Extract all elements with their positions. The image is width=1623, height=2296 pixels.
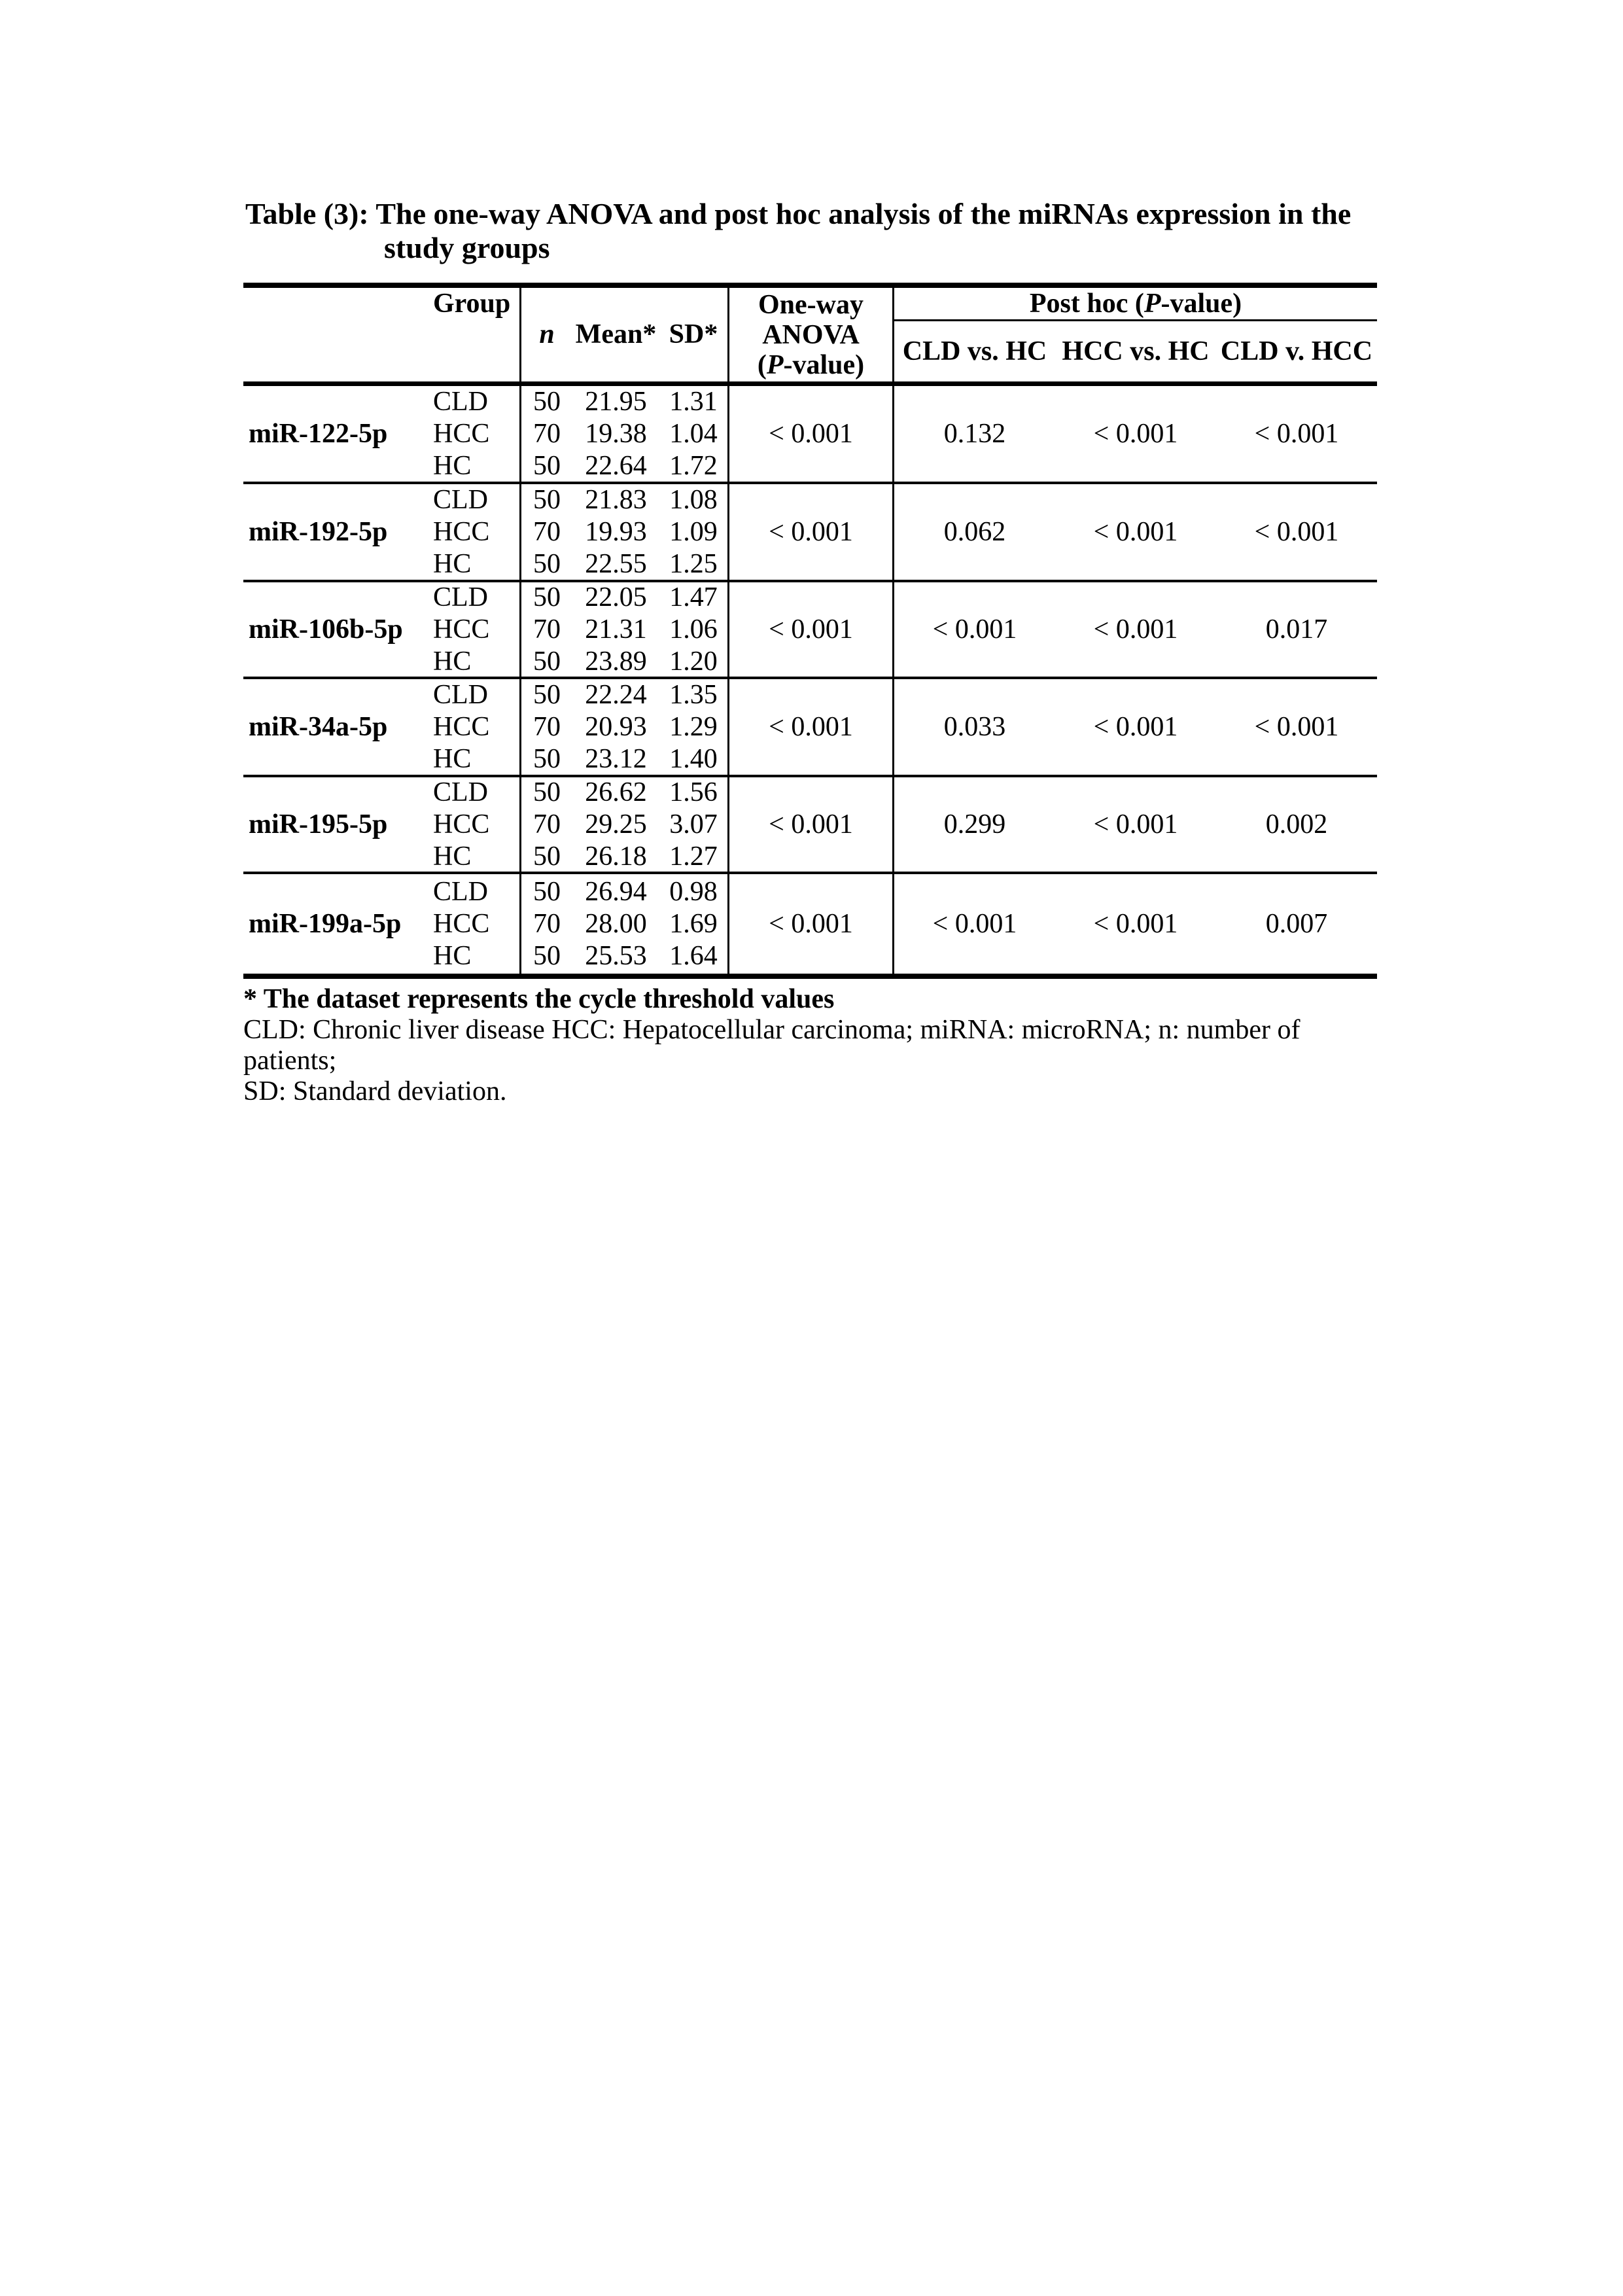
header-n [521,288,572,386]
n-value: 70 [533,516,561,547]
mean-value: 26.94 [585,876,647,907]
header-anova-p-italic: P [766,349,784,380]
posthoc-cld-vs-hc-cell: 0.132 [894,386,1055,484]
header-anova-paren: ( [757,349,767,380]
anova-pvalue-cell: < 0.001 [729,777,894,874]
group-label-hc: HC [433,548,472,579]
table-caption-line-1: Table (3): The one-way ANOVA and post hoc analysis of the miRNAs expression in the [245,197,1352,230]
posthoc-cld-vs-hc-cell: 0.062 [894,484,1055,582]
group-label-hc: HC [433,940,472,971]
mean-cell [572,484,659,582]
header-anova-line2: ANOVA [762,319,860,350]
sd-cell [659,484,729,582]
posthoc-cld-vs-hc-cell: 0.033 [894,679,1055,777]
header-posthoc-prefix: Post hoc ( [1029,288,1144,319]
group-label-cld: CLD [433,777,488,807]
posthoc-cld-v-hcc-cell: < 0.001 [1216,386,1377,484]
sd-value: 1.56 [669,777,718,807]
mirna-name-cell: miR-192-5p [243,484,425,582]
footnote-sd: SD: Standard deviation. [243,1076,507,1106]
posthoc-hcc-vs-hc-cell: < 0.001 [1055,484,1216,582]
group-label-hcc: HCC [433,809,490,839]
sd-cell [659,777,729,874]
n-cell [521,386,572,484]
footnote-dataset: * The dataset represents the cycle threshold values [243,984,835,1014]
group-cell [425,484,521,582]
header-posthoc-p-italic: P [1143,288,1161,319]
anova-pvalue-cell: < 0.001 [729,874,894,974]
footnote-abbreviations-2: patients; [243,1046,337,1076]
mean-value: 22.24 [585,679,647,710]
mirna-name-cell: miR-195-5p [243,777,425,874]
mean-value: 23.12 [585,743,647,774]
n-value: 50 [533,386,561,417]
group-label-hc: HC [433,450,472,481]
mean-value: 23.89 [585,646,647,677]
group-cell [425,679,521,777]
n-value: 70 [533,809,561,839]
posthoc-hcc-vs-hc-cell: < 0.001 [1055,582,1216,679]
header-empty-cell [243,288,425,386]
n-value: 70 [533,908,561,939]
header-n-italic: n [539,319,555,349]
n-value: 50 [533,876,561,907]
n-value: 50 [533,777,561,807]
mean-cell [572,386,659,484]
sd-value: 1.69 [669,908,718,939]
table-footnotes [243,984,1300,1107]
posthoc-cld-vs-hc-cell: < 0.001 [894,582,1055,679]
posthoc-cld-vs-hc-cell: < 0.001 [932,908,1017,939]
group-label-hcc: HCC [433,418,490,449]
n-value: 50 [533,646,561,677]
group-label-cld: CLD [433,679,488,710]
group-label-cld: CLD [433,876,488,907]
posthoc-cld-v-hcc-cell: 0.007 [1265,908,1328,939]
posthoc-cld-v-hcc-cell: < 0.001 [1216,679,1377,777]
sd-value: 1.27 [669,841,718,872]
anova-pvalue-cell: < 0.001 [729,484,894,582]
mean-cell [572,874,659,974]
group-label-hc: HC [433,841,472,872]
sd-value: 1.35 [669,679,718,710]
sd-value: 1.04 [669,418,718,449]
mean-value: 25.53 [585,940,647,971]
anova-pvalue-cell: < 0.001 [729,386,894,484]
sd-value: 3.07 [669,809,718,839]
mean-value: 21.31 [585,614,647,645]
sd-value: 1.31 [669,386,718,417]
mean-value: 22.05 [585,582,647,612]
group-label-hcc: HCC [433,516,490,547]
group-label-cld: CLD [433,386,488,417]
n-value: 50 [533,548,561,579]
posthoc-hcc-vs-hc-cell: < 0.001 [1055,679,1216,777]
sd-value: 1.09 [669,516,718,547]
anova-table [243,283,1377,979]
posthoc-cld-v-hcc-cell: < 0.001 [1216,484,1377,582]
n-value: 70 [533,614,561,645]
group-label-hcc: HCC [433,908,490,939]
n-value: 50 [533,841,561,872]
mean-value: 20.93 [585,711,647,742]
mirna-name-cell: miR-199a-5p [249,908,402,939]
posthoc-hcc-vs-hc-cell: < 0.001 [1055,386,1216,484]
group-cell [425,582,521,679]
n-value: 70 [533,418,561,449]
sd-value: 1.08 [669,484,718,515]
header-posthoc-title [894,288,1377,321]
mean-value: 26.18 [585,841,647,872]
n-cell [521,679,572,777]
mean-value: 26.62 [585,777,647,807]
table-caption-line-2: study groups [384,231,550,264]
group-label-hcc: HCC [433,614,490,645]
header-posthoc-value-text: -value) [1161,288,1242,319]
posthoc-cld-vs-hc-cell: 0.299 [894,777,1055,874]
n-cell [521,874,572,974]
group-cell [425,874,521,974]
header-anova-line1: One-way [758,289,864,320]
anova-pvalue-cell: < 0.001 [729,679,894,777]
header-anova-value-text: -value) [783,349,865,380]
sd-value: 1.40 [669,743,718,774]
group-label-hcc: HCC [433,711,490,742]
sd-value: 1.20 [669,646,718,677]
header-posthoc-subrow [894,321,1377,381]
mean-value: 21.95 [585,386,647,417]
posthoc-cld-v-hcc-cell: 0.002 [1216,777,1377,874]
n-value: 50 [533,940,561,971]
n-cell [521,582,572,679]
mean-cell [572,679,659,777]
header-anova-line3 [758,350,864,380]
sd-cell [659,386,729,484]
sd-value: 1.72 [669,450,718,481]
mean-value: 28.00 [585,908,647,939]
mean-cell [572,777,659,874]
header-group: Group [425,288,521,386]
group-label-cld: CLD [433,582,488,612]
header-anova [729,288,894,386]
n-value: 50 [533,679,561,710]
sd-value: 0.98 [669,876,718,907]
sd-value: 1.47 [669,582,718,612]
mirna-name-cell: miR-122-5p [243,386,425,484]
sd-value: 1.64 [669,940,718,971]
sd-value: 1.06 [669,614,718,645]
n-value: 50 [533,484,561,515]
sd-value: 1.25 [669,548,718,579]
sd-cell [659,679,729,777]
mean-cell [572,582,659,679]
n-cell [521,484,572,582]
posthoc-hcc-vs-hc-cell: < 0.001 [1055,777,1216,874]
posthoc-hcc-vs-hc-cell: < 0.001 [1093,908,1178,939]
n-value: 50 [533,743,561,774]
header-mean: Mean* [572,288,659,386]
anova-pvalue-cell: < 0.001 [729,582,894,679]
posthoc-cld-v-hcc-cell: 0.017 [1216,582,1377,679]
mirna-name-cell: miR-106b-5p [243,582,425,679]
group-cell [425,777,521,874]
n-cell [521,777,572,874]
mirna-name-cell: miR-34a-5p [243,679,425,777]
group-label-hc: HC [433,646,472,677]
sd-cell [659,582,729,679]
footnote-abbreviations-1: CLD: Chronic liver disease HCC: Hepatocellular carcinoma; miRNA: microRNA; n: number of [243,1015,1300,1045]
mean-value: 19.38 [585,418,647,449]
header-sub-cld-vs-hc: CLD vs. HC [902,336,1047,366]
mean-value: 29.25 [585,809,647,839]
group-label-cld: CLD [433,484,488,515]
header-sub-cld-v-hcc: CLD v. HCC [1220,336,1373,366]
mean-value: 22.55 [585,548,647,579]
n-value: 70 [533,711,561,742]
group-cell [425,386,521,484]
group-label-hc: HC [433,743,472,774]
header-sub-hcc-vs-hc: HCC vs. HC [1062,336,1210,366]
mean-value: 22.64 [585,450,647,481]
header-posthoc-group [894,288,1377,386]
sd-value: 1.29 [669,711,718,742]
n-value: 50 [533,582,561,612]
mean-value: 19.93 [585,516,647,547]
mean-value: 21.83 [585,484,647,515]
header-sd: SD* [659,288,729,386]
sd-cell [659,874,729,974]
n-value: 50 [533,450,561,481]
